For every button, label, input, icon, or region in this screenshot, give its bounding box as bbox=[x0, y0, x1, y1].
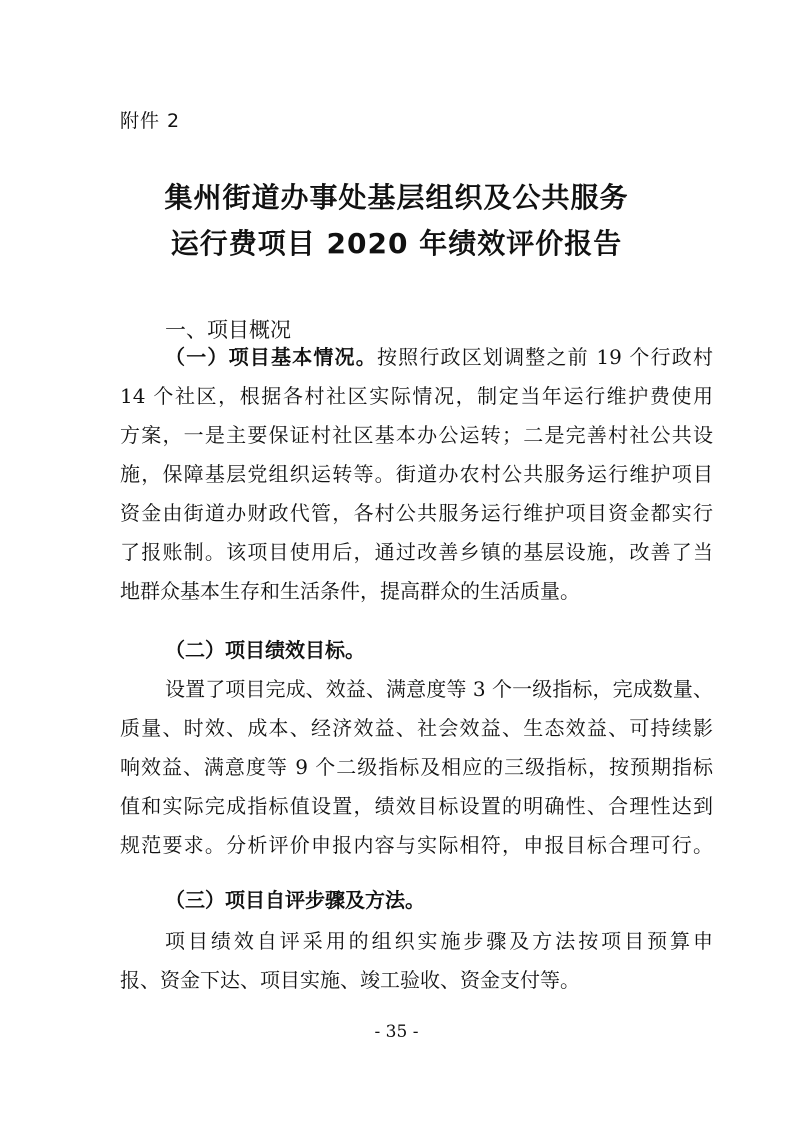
goals-line-1: 设置了项目完成、效益、满意度等 3 个一级指标，完成数量、 bbox=[165, 677, 713, 701]
basic-info-line-4: 施，保障基层党组织运转等。街道办农村公共服务运行维护项目 bbox=[120, 462, 713, 486]
basic-info-line-7: 地群众基本生存和生活条件，提高群众的生活质量。 bbox=[120, 579, 580, 603]
document-title-line-2: 运行费项目 2020 年绩效评价报告 bbox=[170, 227, 623, 260]
paragraph-performance-goals bbox=[120, 670, 713, 865]
steps-line-1: 项目绩效自评采用的组织实施步骤及方法按项目预算申 bbox=[165, 929, 713, 953]
goals-line-5: 规范要求。分析评价申报内容与实际相符，申报目标合理可行。 bbox=[120, 833, 713, 857]
steps-line-2: 报、资金下达、项目实施、竣工验收、资金支付等。 bbox=[120, 968, 580, 992]
paragraph-basic-info bbox=[120, 338, 713, 611]
section-heading-overview: 一、项目概况 bbox=[165, 318, 291, 342]
page-number: - 35 - bbox=[374, 1022, 419, 1042]
subheading-evaluation-steps: （三）项目自评步骤及方法。 bbox=[165, 888, 425, 912]
document-title-line-1: 集州街道办事处基层组织及公共服务 bbox=[164, 181, 629, 214]
basic-info-line-6: 了报账制。该项目使用后，通过改善乡镇的基层设施，改善了当 bbox=[120, 540, 713, 564]
basic-info-line-2: 14 个社区，根据各村社区实际情况，制定当年运行维护费使用 bbox=[120, 384, 713, 408]
basic-info-lead: （一）项目基本情况。 bbox=[165, 345, 377, 369]
goals-line-4: 值和实际完成指标值设置，绩效目标设置的明确性、合理性达到 bbox=[120, 794, 713, 818]
goals-line-3: 响效益、满意度等 9 个二级指标及相应的三级指标，按预期指标 bbox=[120, 755, 713, 779]
goals-line-2: 质量、时效、成本、经济效益、社会效益、生态效益、可持续影 bbox=[120, 716, 713, 740]
attachment-label: 附件 2 bbox=[120, 110, 181, 132]
paragraph-line bbox=[120, 338, 713, 377]
basic-info-line-5: 资金由街道办财政代管，各村公共服务运行维护项目资金都实行 bbox=[120, 501, 713, 525]
subheading-performance-goals: （二）项目绩效目标。 bbox=[165, 638, 365, 662]
basic-info-line-3: 方案，一是主要保证村社区基本办公运转；二是完善村社公共设 bbox=[120, 423, 713, 447]
basic-info-line-1: 按照行政区划调整之前 19 个行政村 bbox=[376, 345, 713, 369]
paragraph-evaluation-steps bbox=[120, 922, 713, 1000]
